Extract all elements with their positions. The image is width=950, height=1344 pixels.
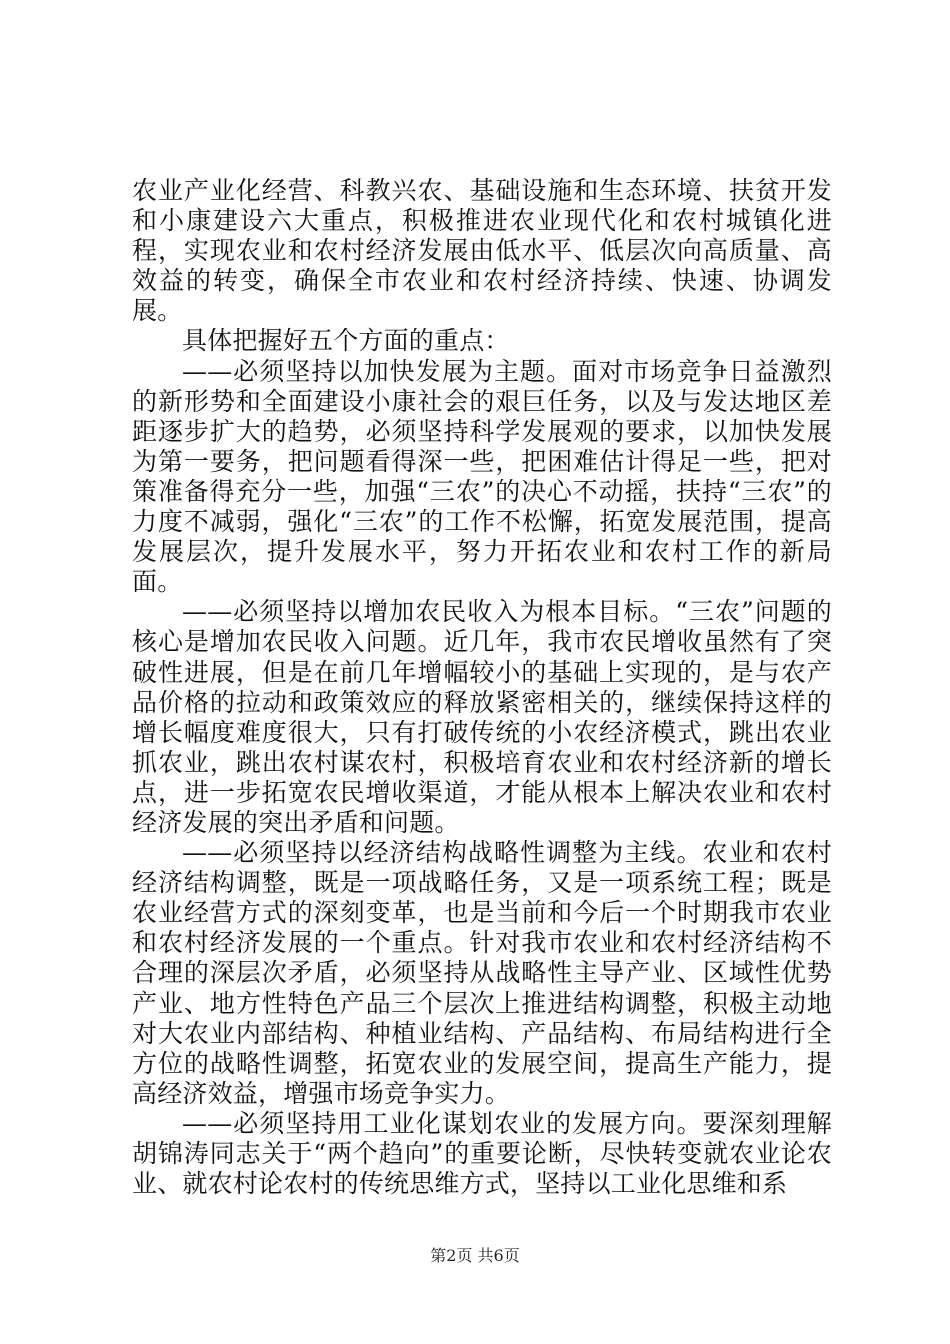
page-number: 第2页 共6页 [430, 1246, 520, 1265]
paragraph-five-focus-intro: 具体把握好五个方面的重点： [182, 326, 510, 356]
paragraph-farmer-income: ——必须坚持以增加农民收入为根本目标。“三农”问题的核心是增加农民收入问题。近几年，我市农民增收虽然有了突破性进展，但是在前几年增幅较小的基础上实现的，是与农产品价格的拉动和政策效应的释放紧密相关的，继续保持这样的增长幅度难度很大，只有打破传统的小农经济模式，跳出农业抓农业，跳出农村谋农村，积极培育农业和农村经济新的增长点，进一步拓宽农民增收渠道，才能从根本上解决农业和农村经济发展的突出矛盾和问题。 [132, 597, 832, 837]
page-footer [0, 1243, 950, 1266]
paragraph-accelerate-development: ——必须坚持以加快发展为主题。面对市场竞争日益激烈的新形势和全面建设小康社会的艰巨任务，以及与发达地区差距逐步扩大的趋势，必须坚持科学发展观的要求，以加快发展为第一要务，把问题看得深一些，把困难估计得足一些，把对策准备得充分一些，加强“三农”的决心不动摇，扶持“三农”的力度不减弱，强化“三农”的工作不松懈，拓宽发展范围，提高发展层次，提升发展水平，努力开拓农业和农村工作的新局面。 [132, 356, 832, 597]
paragraph-continuation: 农业产业化经营、科教兴农、基础设施和生态环境、扶贫开发和小康建设六大重点，积极推进农业现代化和农村城镇化进程，实现农业和农村经济发展由低水平、低层次向高质量、高效益的转变，确保全市农业和农村经济持续、快速、协调发展。 [132, 176, 832, 326]
paragraph-industrialization: ——必须坚持用工业化谋划农业的发展方向。要深刻理解胡锦涛同志关于“两个趋向”的重要论断，尽快转变就农业论农业、就农村论农村的传统思维方式，坚持以工业化思维和系 [132, 1108, 832, 1199]
paragraph-structural-adjustment: ——必须坚持以经济结构战略性调整为主线。农业和农村经济结构调整，既是一项战略任务，又是一项系统工程；既是农业经营方式的深刻变革，也是当前和今后一个时期我市农业和农村经济发展的一个重点。针对我市农业和农村经济结构不合理的深层次矛盾，必须坚持从战略性主导产业、区域性优势产业、地方性特色产品三个层次上推进结构调整，积极主动地对大农业内部结构、种植业结构、产品结构、布局结构进行全方位的战略性调整，拓宽农业的发展空间，提高生产能力，提高经济效益，增强市场竞争实力。 [132, 838, 832, 1108]
document-body [132, 176, 832, 1199]
